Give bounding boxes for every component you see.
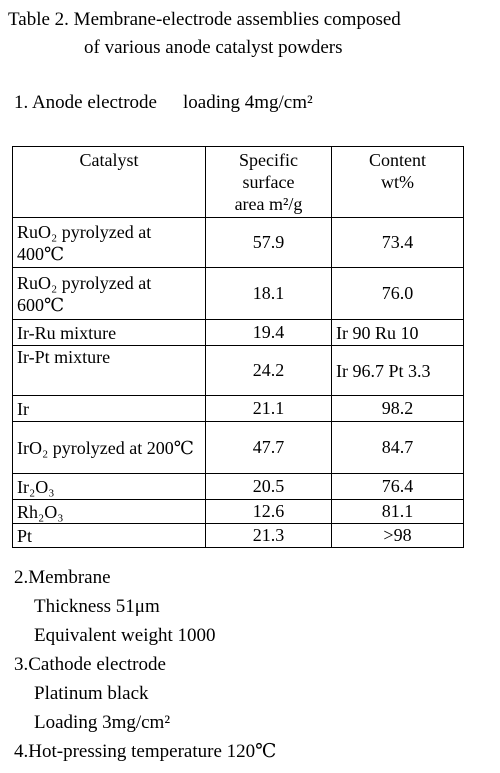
cathode-loading: Loading 3mg/cm² [34, 712, 171, 733]
header-catalyst: Catalyst [13, 147, 206, 218]
cell-area: 24.2 [206, 346, 332, 396]
section-1-label: 1. Anode electrode [14, 92, 157, 113]
anode-loading: loading 4mg/cm² [182, 92, 313, 113]
notes-section [14, 563, 276, 766]
cell-area: 57.9 [206, 218, 332, 268]
membrane-thickness: Thickness 51μm [34, 596, 160, 617]
cell-catalyst: Pt [13, 524, 206, 548]
membrane-equivalent-weight: Equivalent weight 1000 [34, 625, 216, 646]
header-content: Content wt% [332, 147, 464, 218]
cell-content: Ir 90 Ru 10 [332, 320, 464, 346]
cell-catalyst: Rh₂O₃ [13, 500, 206, 524]
section-2-label: 2.Membrane [14, 567, 111, 588]
cell-content: 81.1 [332, 500, 464, 524]
cell-area: 19.4 [206, 320, 332, 346]
cell-content: 76.0 [332, 268, 464, 320]
cell-area: 18.1 [206, 268, 332, 320]
cell-catalyst: Ir-Ru mixture [13, 320, 206, 346]
table-row [13, 320, 464, 346]
cell-content: 73.4 [332, 218, 464, 268]
cathode-material: Platinum black [34, 683, 149, 704]
header-specific-surface-area: Specific surface area m²/g [206, 147, 332, 218]
cell-area: 47.7 [206, 422, 332, 474]
table-row [13, 500, 464, 524]
table-header-row [13, 147, 464, 218]
table-title [8, 6, 401, 62]
table-row [13, 474, 464, 500]
section-4-label: 4.Hot-pressing temperature 120℃ [14, 741, 277, 762]
cell-content: 76.4 [332, 474, 464, 500]
cell-area: 21.1 [206, 396, 332, 422]
cell-catalyst: RuO₂ pyrolyzed at 400℃ [13, 218, 206, 268]
table-row [13, 422, 464, 474]
cell-area: 12.6 [206, 500, 332, 524]
cell-catalyst: Ir₂O₃ [13, 474, 206, 500]
cell-catalyst: IrO₂ pyrolyzed at 200℃ [13, 422, 206, 474]
section-3-label: 3.Cathode electrode [14, 654, 166, 675]
cell-content: >98 [332, 524, 464, 548]
table-row [13, 218, 464, 268]
table-row [13, 396, 464, 422]
cell-content: Ir 96.7 Pt 3.3 [332, 346, 464, 396]
title-line-1: Table 2. Membrane-electrode assemblies composed [8, 9, 401, 30]
table-row [13, 268, 464, 320]
cell-area: 20.5 [206, 474, 332, 500]
cell-area: 21.3 [206, 524, 332, 548]
catalyst-table [12, 146, 464, 548]
table-row [13, 524, 464, 548]
section-anode-electrode [14, 92, 313, 114]
cell-content: 84.7 [332, 422, 464, 474]
title-line-2: of various anode catalyst powders [84, 37, 343, 58]
cell-catalyst: RuO₂ pyrolyzed at 600℃ [13, 268, 206, 320]
cell-content: 98.2 [332, 396, 464, 422]
table-row [13, 346, 464, 396]
cell-catalyst: Ir-Pt mixture [13, 346, 206, 396]
cell-catalyst: Ir [13, 396, 206, 422]
